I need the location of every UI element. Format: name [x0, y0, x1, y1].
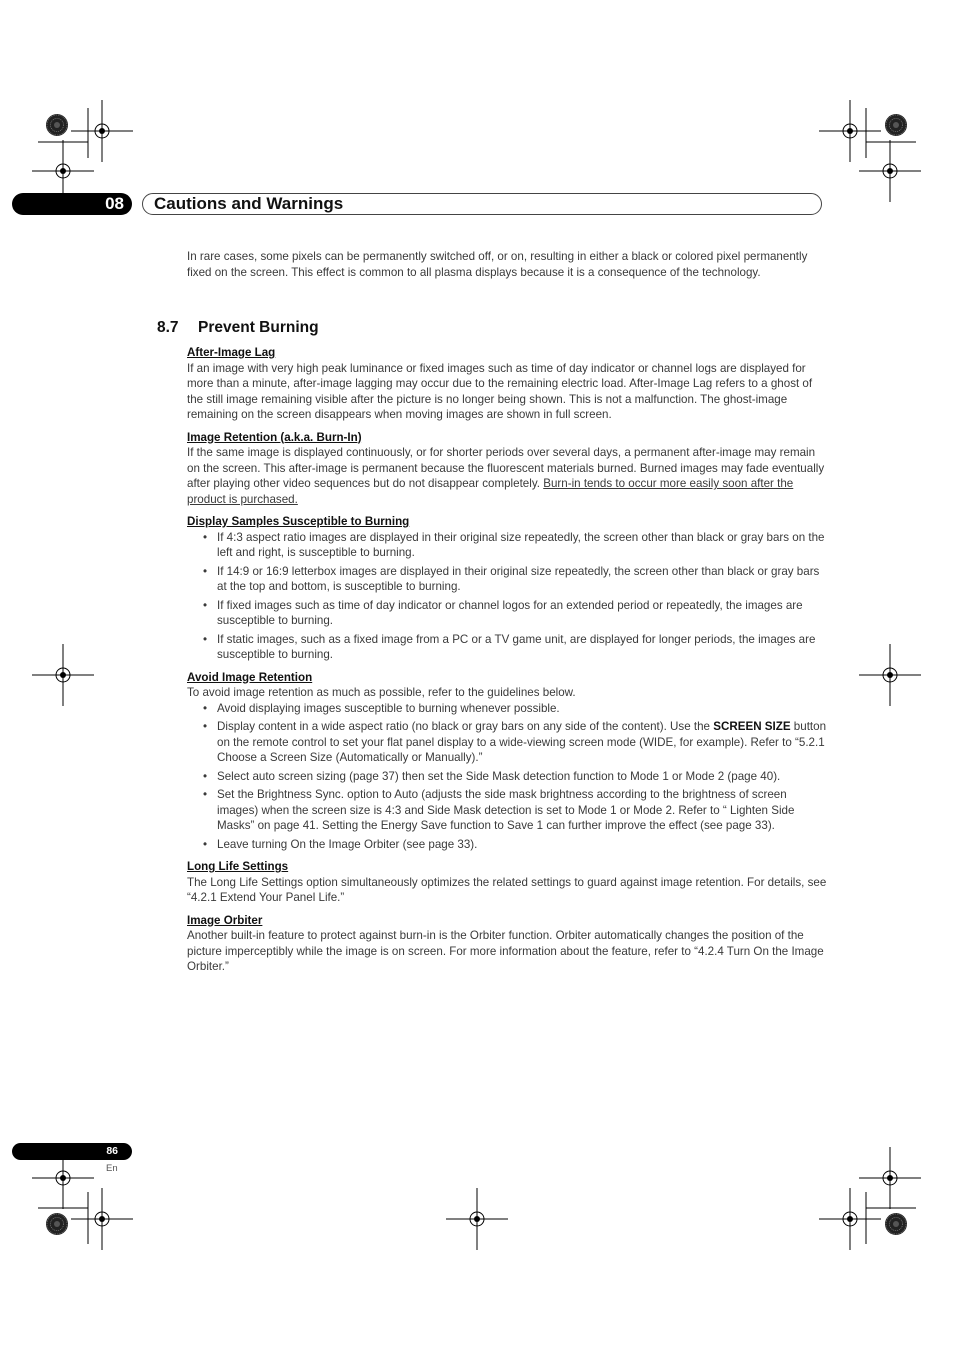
registration-mark-icon: [819, 1188, 881, 1250]
list-item: • If 14:9 or 16:9 letterbox images are displayed in their original size repeatedly, the screen other than black or gray bars at the top and bottom, is susceptible to burning.: [187, 564, 827, 595]
image-retention-body: If the same image is displayed continuously, or for shorter periods over several days, a permanent after-image may remain on the screen. This after-image is permanent because the fluorescent materials burned. Burned images may fade eventually after playing other video sequences but do not disappear completely.: [187, 446, 825, 490]
long-life-text: The Long Life Settings option simultaneously optimizes the related settings to guard against image retention. For details, see “4.2.1 Extend Your Panel Life.”: [187, 875, 827, 904]
image-retention-text: [187, 445, 827, 507]
list-item-text: button on the remote control to set your flat panel display to a wide-viewing screen mode (WIDE, for example). Refer to “5.2.1 Choose a Screen Size (Automatically or Manually).”: [217, 720, 827, 764]
list-item: • Set the Brightness Sync. option to Auto (adjusts the side mask brightness according to the brightness of screen images) when the screen size is 4:3 and Side Mask detection is set to Mode 1 or Mode 2. Refer to “ Lighten Side Masks” on page 41. Setting the Energy Save function to Save 1 can further improve the effect (see page 33).: [187, 787, 827, 834]
list-item-text: Display content in a wide aspect ratio (no black or gray bars on any side of the content). Use the: [217, 720, 711, 733]
image-orbiter-text: Another built-in feature to protect against burn-in is the Orbiter function. Orbiter automatically changes the position of the picture imperceptibly while the image is on screen. For more information about the feature, refer to “4.2.4 Turn On the Image Orbiter.”: [187, 929, 824, 973]
list-item: • If static images, such as a fixed image from a PC or a TV game unit, are displayed for longer periods, the images are susceptible to burning.: [187, 632, 827, 663]
screen-size-button-label: SCREEN SIZE: [713, 720, 791, 733]
subheading-after-image-lag: After-Image Lag: [187, 346, 276, 359]
crop-lines-bottom-right: [866, 1192, 916, 1244]
section-content: [187, 345, 827, 975]
subheading-avoid-image-retention: Avoid Image Retention: [187, 670, 313, 684]
registration-mark-icon: [71, 1188, 133, 1250]
registration-mark-icon: [32, 644, 94, 706]
list-item: • If 4:3 aspect ratio images are displayed in their original size repeatedly, the screen other than black or gray bars on the left and right, is susceptible to burning.: [187, 530, 827, 561]
crop-lines-top-left: [38, 108, 88, 158]
subheading-long-life-settings: Long Life Settings: [187, 860, 289, 873]
section-title: Prevent Burning: [198, 319, 319, 336]
crop-lines-top-right: [866, 108, 916, 158]
crop-lines-bottom-left: [38, 1192, 88, 1244]
registration-mark-icon: [859, 1147, 921, 1209]
section-heading: [157, 318, 319, 338]
list-item: • If fixed images such as time of day indicator or channel logos for an extended period or repeatedly, the images are susceptible to burning.: [187, 598, 827, 629]
language-code: En: [106, 1163, 118, 1174]
color-wheel-icon: [885, 1213, 907, 1235]
chapter-number-badge: 08: [12, 193, 132, 215]
subheading-image-orbiter: Image Orbiter: [187, 913, 263, 927]
intro-paragraph: In rare cases, some pixels can be permanently switched off, or on, resulting in either a black or colored pixel permanently fixed on the screen. This effect is common to all plasma displays because it is a consequence of the technology.: [187, 250, 808, 279]
list-item: • Select auto screen sizing (page 37) then set the Side Mask detection function to Mode 1 or Mode 2 (page 40).: [187, 769, 827, 785]
registration-mark-icon: [859, 644, 921, 706]
color-wheel-icon: [885, 114, 907, 136]
section-number: 8.7: [157, 319, 179, 336]
registration-mark-icon: [71, 100, 133, 162]
display-samples-list: [187, 530, 827, 663]
subheading-image-retention: Image Retention (a.k.a. Burn-In): [187, 430, 362, 444]
list-item: • Avoid displaying images susceptible to burning whenever possible.: [187, 701, 827, 717]
page-number-badge: 86: [12, 1143, 132, 1160]
list-item: [187, 719, 827, 766]
after-image-lag-text: If an image with very high peak luminance or fixed images such as time of day indicator or channel logs are displayed for more than a minute, after-image lagging may occur due to the remaining electric load. After-Image Lag refers to a ghost of the still image remaining visible after the picture is no longer being shown. This is not a malfunction. The ghost-image remaining on the screen disappears when moving images are shown in full screen.: [187, 361, 813, 421]
avoid-retention-list: [187, 701, 827, 853]
registration-mark-icon: [446, 1188, 508, 1250]
image-retention-underlined-note: Burn-in tends to occur more easily soon after the product is purchased.: [187, 477, 794, 506]
subheading-display-samples: Display Samples Susceptible to Burning: [187, 515, 410, 528]
registration-mark-icon: [819, 100, 881, 162]
color-wheel-icon: [46, 1213, 68, 1235]
registration-mark-icon: [859, 140, 921, 202]
chapter-title: Cautions and Warnings: [142, 193, 822, 215]
avoid-retention-intro: To avoid image retention as much as possible, refer to the guidelines below.: [187, 686, 576, 699]
list-item: • Leave turning On the Image Orbiter (see page 33).: [187, 837, 827, 853]
color-wheel-icon: [46, 114, 68, 136]
